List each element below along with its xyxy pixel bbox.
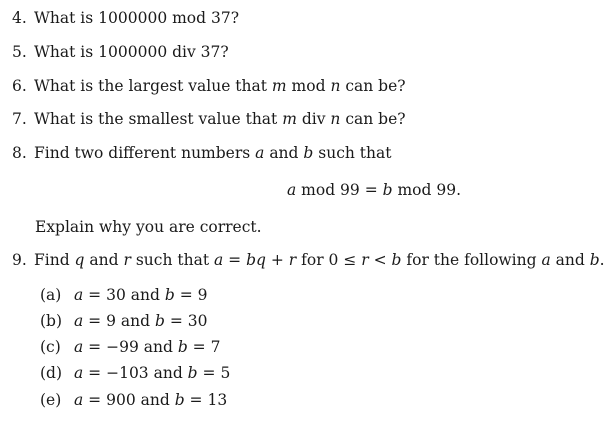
subpart-text: = 30 [164,312,208,330]
problem-number: 8. [12,144,27,162]
problem-4 [12,8,239,28]
problem-text-mid: div [296,110,331,128]
math-var: b [391,251,402,269]
math-var: q [74,251,85,269]
math-var: b [164,286,175,304]
subpart-text: = −103 and [83,364,188,382]
equation-part: mod 99. [392,181,462,199]
math-var: a [74,286,84,304]
subpart-text: = 7 [187,338,221,356]
math-var: a [74,312,84,330]
subpart-c [40,337,220,357]
math-var: n [330,77,341,95]
problem-text-mid: mod [286,77,331,95]
math-var: a [541,251,551,269]
subpart-text: = 9 [174,286,208,304]
math-var: b [174,391,185,409]
subpart-a [40,285,207,305]
problem-text-mid: and [264,144,304,162]
problem-text: < [368,251,392,269]
problem-8 [12,143,391,163]
math-var: a [255,144,265,162]
problem-text-post: such that [313,144,392,162]
problem-text: and [550,251,590,269]
problem-text: . [599,251,605,269]
math-var: a [74,338,84,356]
subpart-e [40,390,227,410]
subpart-label: (e) [40,391,62,409]
display-equation [287,180,461,200]
problem-text: + [265,251,289,269]
subpart-d [40,363,230,383]
problem-5 [12,42,229,62]
problem-text-post: can be? [340,110,406,128]
math-var: b [589,251,600,269]
problem-7 [12,109,406,129]
problem-text-pre: What is the largest value that [34,77,272,95]
math-var: a [74,364,84,382]
problem-text: for 0 ≤ [296,251,362,269]
problem-9 [12,250,605,270]
problem-text-pre: What is the smallest value that [34,110,283,128]
problem-number: 9. [12,251,27,269]
math-var: bq [246,251,266,269]
problem-text: Find [34,251,75,269]
math-var: n [330,110,341,128]
subpart-label: (a) [40,286,62,304]
explain-text: Explain why you are correct. [35,218,262,236]
math-var: a [287,181,297,199]
math-var: r [288,251,297,269]
problem-text: = [223,251,247,269]
math-var: m [271,77,287,95]
problem-text: for the following [401,251,542,269]
math-var: m [282,110,297,128]
problem-text: and [84,251,124,269]
problem-number: 5. [12,43,27,61]
math-var: b [303,144,314,162]
math-var: r [361,251,369,269]
math-var: a [213,251,224,269]
subpart-text: = 30 and [83,286,165,304]
subpart-label: (b) [40,312,63,330]
subpart-label: (d) [40,364,63,382]
problem-text: What is 1000000 mod 37? [34,9,240,27]
math-var: b [154,312,165,330]
problem-text: What is 1000000 div 37? [34,43,229,61]
subpart-label: (c) [40,338,61,356]
subpart-text: = −99 and [83,338,178,356]
subpart-b [40,311,207,331]
problem-number: 6. [12,77,27,95]
subpart-text: = 13 [184,391,228,409]
problem-number: 7. [12,110,27,128]
math-var: b [187,364,198,382]
subpart-text: = 5 [197,364,231,382]
math-var: b [382,181,393,199]
math-var: b [177,338,188,356]
equation-part: mod 99 = [296,181,383,199]
problem-6 [12,76,406,96]
problem-text-pre: Find two different numbers [34,144,256,162]
subpart-text: = 9 and [83,312,155,330]
math-var: r [123,251,131,269]
problem-text-post: can be? [340,77,406,95]
problem-text: such that [130,251,214,269]
subpart-text: = 900 and [83,391,175,409]
math-var: a [74,391,84,409]
problem-number: 4. [12,9,27,27]
